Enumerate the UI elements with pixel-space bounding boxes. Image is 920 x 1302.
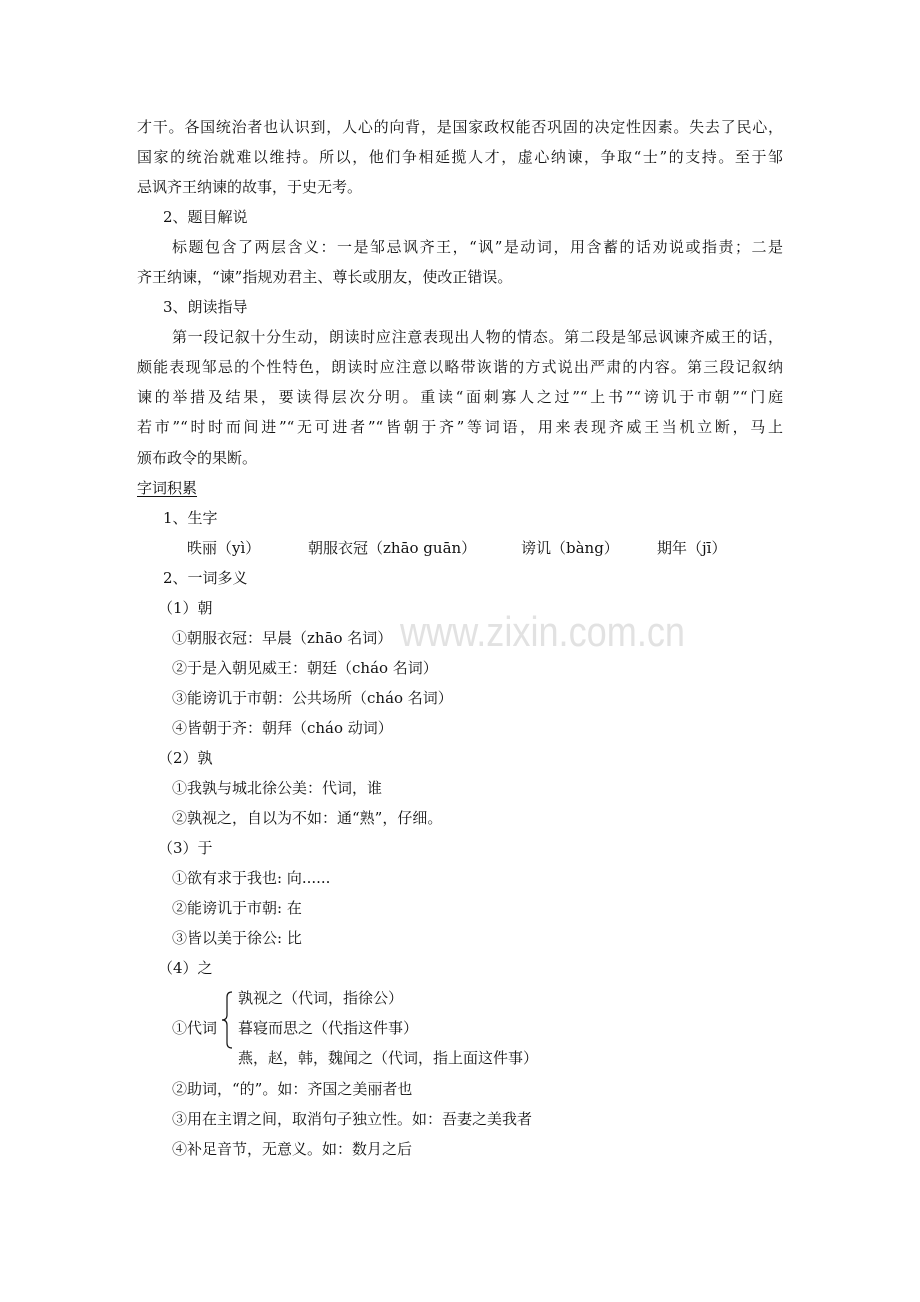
pronoun-label: ①代词 <box>172 1019 218 1038</box>
new-characters-row <box>0 533 920 563</box>
polysemy-entry: ③用在主谓之间，取消句子独立性。如：吾妻之美我者 <box>172 1109 533 1128</box>
paragraph-line: 第一段记叙十分生动，朗读时应注意表现出人物的情态。第二段是邹忌讽谏齐威王的话， <box>172 328 783 347</box>
vocabulary-heading <box>137 473 920 503</box>
new-character-item: 朝服衣冠（zhāo guān） <box>308 538 477 557</box>
pronoun-example: 燕，赵，韩，魏闻之（代词，指上面这件事） <box>238 1049 539 1068</box>
polysemy-group-title: （4）之 <box>158 959 213 978</box>
polysemy-entry: ②助词，“的”。如：齐国之美丽者也 <box>172 1079 413 1098</box>
new-character-item: 谤讥（bàng） <box>521 538 619 557</box>
polysemy-group-title: （3）于 <box>158 839 213 858</box>
polysemy-group-title: （2）孰 <box>158 748 213 767</box>
section-heading: 3、朗读指导 <box>163 298 248 317</box>
polysemy-entry: ②孰视之，自以为不如：通“熟”，仔细。 <box>172 809 443 828</box>
polysemy-entry: ②于是入朝见威王：朝廷（cháo 名词） <box>172 658 438 677</box>
section-heading: 2、题目解说 <box>163 208 248 227</box>
paragraph-line: 忌讽齐王纳谏的故事，于史无考。 <box>137 178 363 197</box>
paragraph-line: 若市”“时时而间进”“无可进者”“皆朝于齐”等词语，用来表现齐威王当机立断，马上 <box>137 418 783 437</box>
new-character-item: 期年（jī） <box>657 538 727 557</box>
new-character-item: 昳丽（yì） <box>187 538 261 557</box>
paragraph-line: 标题包含了两层含义：一是邹忌讽齐王，“讽”是动词，用含蓄的话劝说或指责；二是 <box>172 238 783 257</box>
polysemy-heading: 2、一词多义 <box>163 568 248 587</box>
curly-brace-icon <box>220 991 234 1049</box>
polysemy-entry: ②能谤讥于市朝: 在 <box>172 899 302 918</box>
polysemy-entry: ①我孰与城北徐公美：代词，谁 <box>172 779 383 798</box>
pronoun-example: 孰视之（代词，指徐公） <box>238 989 404 1008</box>
paragraph-line: 齐王纳谏，“谏”指规劝君主、尊长或朋友，使改正错误。 <box>137 268 513 287</box>
paragraph-line: 才干。各国统治者也认识到，人心的向背，是国家政权能否巩固的决定性因素。失去了民心， <box>137 118 783 136</box>
polysemy-entry: ③皆以美于徐公: 比 <box>172 929 302 948</box>
paragraph-line: 颁布政令的果断。 <box>137 448 258 467</box>
paragraph-line: 国家的统治就难以维持。所以，他们争相延揽人才，虚心纳谏，争取“士”的支持。至于邹 <box>137 148 783 167</box>
new-characters-heading: 1、生字 <box>163 508 218 527</box>
pronoun-usage-block <box>0 983 920 1073</box>
vocabulary-heading-text: 字词积累 <box>137 478 198 497</box>
polysemy-entry: ①欲有求于我也: 向...... <box>172 869 331 888</box>
document-body <box>0 112 920 1164</box>
pronoun-example: 暮寝而思之（代指这件事） <box>238 1019 419 1038</box>
polysemy-entry: ④补足音节，无意义。如：数月之后 <box>172 1139 413 1158</box>
paragraph-line: 颇能表现邹忌的个性特色，朗读时应注意以略带诙谐的方式说出严肃的内容。第三段记叙纳 <box>137 358 783 377</box>
polysemy-entry: ④皆朝于齐：朝拜（cháo 动词） <box>172 718 393 737</box>
polysemy-entry: ①朝服衣冠：早晨（zhāo 名词） <box>172 628 393 647</box>
polysemy-group-title: （1）朝 <box>158 598 213 617</box>
paragraph-line: 谏的举措及结果，要读得层次分明。重读“面刺寡人之过”“上书”“谤讥于市朝”“门庭 <box>137 388 783 407</box>
watermark: www.zixin.com.cn <box>400 608 686 655</box>
polysemy-entry: ③能谤讥于市朝：公共场所（cháo 名词） <box>172 688 453 707</box>
